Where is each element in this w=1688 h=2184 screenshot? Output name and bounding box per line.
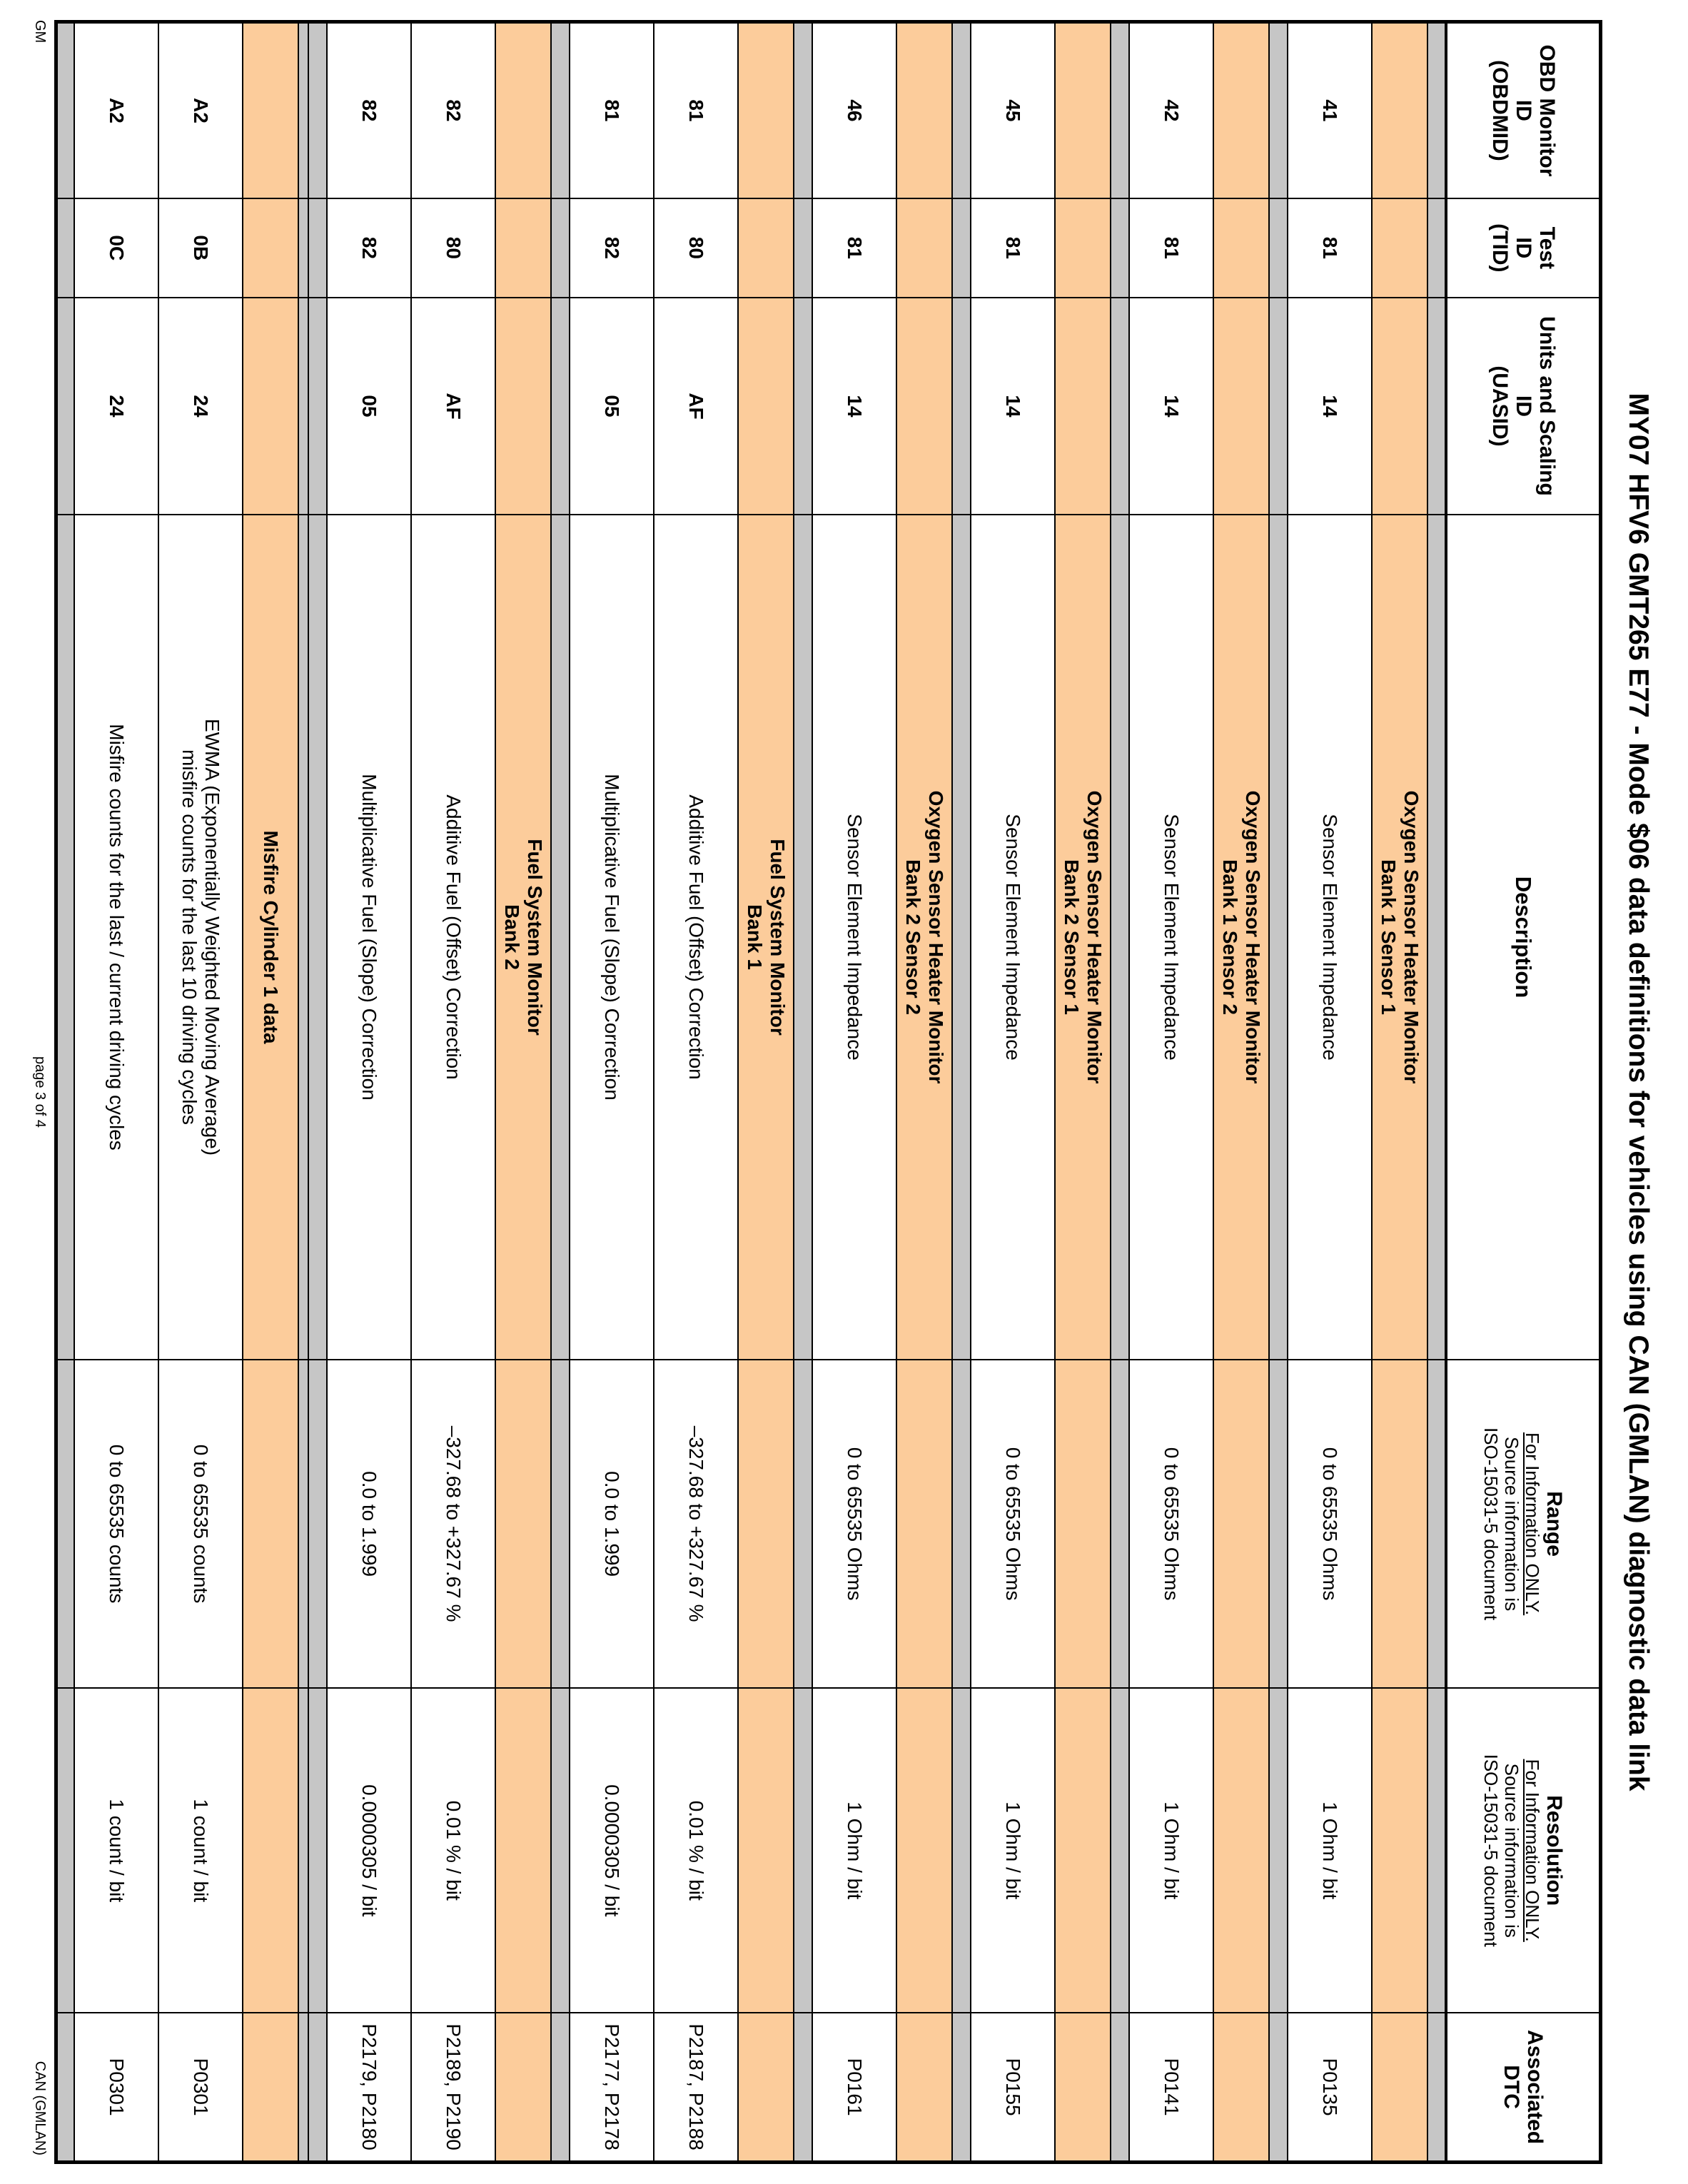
cell-range: 0 to 65535 Ohms xyxy=(813,1360,897,1689)
separator-cell xyxy=(794,1688,813,2013)
section-header-row xyxy=(1214,22,1270,2163)
description-line: Sensor Element Impedance xyxy=(844,814,866,1061)
section-title-line: Oxygen Sensor Heater Monitor xyxy=(925,790,948,1084)
section-empty-cell xyxy=(1056,198,1111,298)
cell-tid: 0B xyxy=(159,198,243,298)
cell-dtc: P0161 xyxy=(813,2013,897,2162)
description-line: Sensor Element Impedance xyxy=(1002,814,1025,1061)
section-title xyxy=(739,515,794,1360)
section-empty-cell xyxy=(243,22,299,198)
description-line: Sensor Element Impedance xyxy=(1319,814,1342,1061)
separator-cell xyxy=(1428,22,1447,198)
header-tid-line1: Test xyxy=(1535,226,1559,270)
separator-cell xyxy=(552,515,570,1360)
section-empty-cell xyxy=(897,22,953,198)
cell-resolution: 1 count / bit xyxy=(75,1688,159,2013)
header-resolution-note1: For Information ONLY. xyxy=(1522,1759,1544,1942)
cell-uasid: 24 xyxy=(75,298,159,515)
cell-dtc: P0135 xyxy=(1288,2013,1373,2162)
section-title xyxy=(496,515,552,1360)
cell-range: –327.68 to +327.67 % xyxy=(412,1360,496,1689)
description-line: Sensor Element Impedance xyxy=(1161,814,1183,1061)
section-empty-cell xyxy=(1373,22,1428,198)
section-empty-cell xyxy=(1373,1360,1428,1689)
section-title-line: Bank 2 xyxy=(501,904,524,970)
header-obdmid-line1: OBD Monitor xyxy=(1535,44,1559,177)
cell-range: 0 to 65535 Ohms xyxy=(971,1360,1056,1689)
cell-dtc: P2187, P2188 xyxy=(655,2013,739,2162)
separator-cell xyxy=(1428,2013,1447,2162)
section-empty-cell xyxy=(739,2013,794,2162)
table-row xyxy=(328,22,412,2163)
section-empty-cell xyxy=(496,198,552,298)
cell-description xyxy=(655,515,739,1360)
separator-cell xyxy=(794,198,813,298)
separator-cell xyxy=(299,515,309,1360)
separator-cell xyxy=(552,198,570,298)
section-title-line: Bank 1 xyxy=(744,904,767,970)
section-header-row xyxy=(243,22,299,2163)
header-tid-line2: ID xyxy=(1511,237,1535,259)
cell-description xyxy=(1288,515,1373,1360)
header-obdmid xyxy=(1447,22,1601,198)
separator-cell xyxy=(1111,198,1130,298)
cell-uasid: AF xyxy=(412,298,496,515)
header-range-note3: ISO-15031-5 document xyxy=(1480,1427,1502,1621)
cell-obdmid: 82 xyxy=(412,22,496,198)
description-line: EWMA (Exponentially Weighted Moving Average) xyxy=(201,718,224,1156)
page-title: MY07 HFV6 GMT265 E77 - Mode $06 data definitions for vehicles using CAN (GMLAN) diagnostic data link xyxy=(1623,393,1654,1791)
cell-description xyxy=(971,515,1056,1360)
cell-range: 0.0 to 1.999 xyxy=(328,1360,412,1689)
table-row xyxy=(159,22,243,2163)
header-range-note2: Source information is xyxy=(1501,1436,1523,1612)
cell-description xyxy=(1130,515,1214,1360)
separator-row xyxy=(953,22,971,2163)
section-empty-cell xyxy=(496,1360,552,1689)
section-empty-cell xyxy=(1214,1688,1270,2013)
separator-cell xyxy=(1111,1360,1130,1689)
section-empty-cell xyxy=(243,298,299,515)
section-empty-cell xyxy=(243,2013,299,2162)
table-row xyxy=(412,22,496,2163)
cell-uasid: 14 xyxy=(1130,298,1214,515)
cell-resolution: 1 Ohm / bit xyxy=(1288,1688,1373,2013)
section-title xyxy=(1373,515,1428,1360)
header-range-note1: For Information ONLY. xyxy=(1522,1432,1544,1616)
description-line: Misfire counts for the last / current driving cycles xyxy=(106,724,128,1151)
separator-cell xyxy=(552,1360,570,1689)
cell-range: 0 to 65535 counts xyxy=(75,1360,159,1689)
section-title xyxy=(1214,515,1270,1360)
separator-cell xyxy=(309,1360,328,1689)
cell-description xyxy=(412,515,496,1360)
cell-tid: 0C xyxy=(75,198,159,298)
cell-range: 0.0 to 1.999 xyxy=(570,1360,655,1689)
section-empty-cell xyxy=(1056,2013,1111,2162)
separator-cell xyxy=(299,1688,309,2013)
section-title-line: Misfire Cylinder 1 data xyxy=(260,830,283,1044)
table-body xyxy=(56,22,1447,2163)
separator-cell xyxy=(953,298,971,515)
cell-resolution: 0.01 % / bit xyxy=(412,1688,496,2013)
cell-uasid: AF xyxy=(655,298,739,515)
section-title-line: Oxygen Sensor Heater Monitor xyxy=(1242,790,1265,1084)
cell-dtc: P0301 xyxy=(159,2013,243,2162)
cell-description xyxy=(570,515,655,1360)
mode06-definitions-table xyxy=(54,20,1602,2164)
cell-resolution: 0.01 % / bit xyxy=(655,1688,739,2013)
separator-cell xyxy=(56,22,75,198)
separator-cell xyxy=(1111,2013,1130,2162)
section-empty-cell xyxy=(739,1688,794,2013)
cell-dtc: P2179, P2180 xyxy=(328,2013,412,2162)
cell-dtc: P2177, P2178 xyxy=(570,2013,655,2162)
separator-cell xyxy=(1270,22,1288,198)
section-empty-cell xyxy=(897,198,953,298)
table-row xyxy=(971,22,1056,2163)
cell-obdmid: 42 xyxy=(1130,22,1214,198)
section-empty-cell xyxy=(496,298,552,515)
separator-cell xyxy=(552,298,570,515)
cell-obdmid: A2 xyxy=(159,22,243,198)
separator-cell xyxy=(1111,1688,1130,2013)
cell-tid: 81 xyxy=(1288,198,1373,298)
section-header-row xyxy=(1056,22,1111,2163)
section-header-row xyxy=(1373,22,1428,2163)
footer-left: GM xyxy=(32,20,48,44)
separator-cell xyxy=(1111,298,1130,515)
cell-dtc: P0141 xyxy=(1130,2013,1214,2162)
separator-cell xyxy=(1428,515,1447,1360)
description-line: Multiplicative Fuel (Slope) Correction xyxy=(358,774,381,1101)
cell-resolution: 0.0000305 / bit xyxy=(328,1688,412,2013)
section-title-line: Bank 2 Sensor 2 xyxy=(902,859,925,1015)
header-obdmid-line2: ID xyxy=(1511,99,1535,121)
cell-obdmid: 41 xyxy=(1288,22,1373,198)
separator-cell xyxy=(1111,22,1130,198)
section-empty-cell xyxy=(739,298,794,515)
separator-cell xyxy=(1270,1360,1288,1689)
section-title-line: Bank 1 Sensor 1 xyxy=(1378,859,1400,1015)
header-uasid xyxy=(1447,298,1601,515)
separator-cell xyxy=(1270,515,1288,1360)
separator-cell xyxy=(56,1360,75,1689)
separator-cell xyxy=(1270,198,1288,298)
separator-row xyxy=(56,22,75,2163)
cell-resolution: 0.0000305 / bit xyxy=(570,1688,655,2013)
separator-cell xyxy=(56,1688,75,2013)
section-empty-cell xyxy=(1056,1360,1111,1689)
separator-cell xyxy=(552,22,570,198)
separator-cell xyxy=(794,515,813,1360)
cell-dtc: P0301 xyxy=(75,2013,159,2162)
section-empty-cell xyxy=(739,22,794,198)
section-empty-cell xyxy=(1214,22,1270,198)
section-empty-cell xyxy=(1214,2013,1270,2162)
separator-cell xyxy=(309,198,328,298)
separator-cell xyxy=(1428,1360,1447,1689)
separator-cell xyxy=(56,515,75,1360)
section-empty-cell xyxy=(1373,1688,1428,2013)
section-empty-cell xyxy=(739,198,794,298)
cell-description xyxy=(75,515,159,1360)
footer-page-number: page 3 of 4 xyxy=(32,1056,48,1128)
separator-cell xyxy=(1428,298,1447,515)
cell-uasid: 14 xyxy=(971,298,1056,515)
separator-cell xyxy=(56,2013,75,2162)
cell-tid: 80 xyxy=(655,198,739,298)
header-row xyxy=(1447,22,1601,2163)
separator-cell xyxy=(299,2013,309,2162)
cell-range: –327.68 to +327.67 % xyxy=(655,1360,739,1689)
cell-resolution: 1 Ohm / bit xyxy=(971,1688,1056,2013)
separator-cell xyxy=(309,2013,328,2162)
table-row xyxy=(655,22,739,2163)
separator-cell xyxy=(1270,298,1288,515)
cell-obdmid: 81 xyxy=(570,22,655,198)
cell-uasid: 24 xyxy=(159,298,243,515)
separator-row xyxy=(552,22,570,2163)
cell-tid: 81 xyxy=(971,198,1056,298)
cell-uasid: 14 xyxy=(813,298,897,515)
cell-dtc: P0155 xyxy=(971,2013,1056,2162)
separator-cell xyxy=(953,1688,971,2013)
section-header-row xyxy=(739,22,794,2163)
cell-dtc: P2189, P2190 xyxy=(412,2013,496,2162)
description-line: Multiplicative Fuel (Slope) Correction xyxy=(601,774,624,1101)
header-resolution xyxy=(1447,1688,1601,2013)
separator-cell xyxy=(299,22,309,198)
cell-tid: 82 xyxy=(570,198,655,298)
section-empty-cell xyxy=(1373,198,1428,298)
header-tid-line3: (TID) xyxy=(1487,223,1512,273)
separator-cell xyxy=(953,22,971,198)
section-header-row xyxy=(496,22,552,2163)
separator-cell xyxy=(309,22,328,198)
section-empty-cell xyxy=(897,2013,953,2162)
table-row xyxy=(75,22,159,2163)
section-title-line: Fuel System Monitor xyxy=(767,839,789,1036)
section-empty-cell xyxy=(496,1688,552,2013)
separator-cell xyxy=(794,1360,813,1689)
separator-cell xyxy=(1270,1688,1288,2013)
section-empty-cell xyxy=(243,1360,299,1689)
cell-obdmid: 45 xyxy=(971,22,1056,198)
description-line: misfire counts for the last 10 driving cycles xyxy=(178,749,201,1126)
header-range-title: Range xyxy=(1542,1491,1567,1557)
separator-row xyxy=(309,22,328,2163)
separator-cell xyxy=(1428,1688,1447,2013)
cell-tid: 82 xyxy=(328,198,412,298)
section-empty-cell xyxy=(1373,2013,1428,2162)
section-title-line: Oxygen Sensor Heater Monitor xyxy=(1083,790,1106,1084)
separator-cell xyxy=(309,298,328,515)
section-empty-cell xyxy=(496,2013,552,2162)
cell-range: 0 to 65535 counts xyxy=(159,1360,243,1689)
table-row xyxy=(1130,22,1214,2163)
cell-uasid: 05 xyxy=(328,298,412,515)
separator-row xyxy=(299,22,309,2163)
section-empty-cell xyxy=(1214,298,1270,515)
separator-cell xyxy=(56,298,75,515)
section-title-line: Oxygen Sensor Heater Monitor xyxy=(1400,790,1423,1084)
table-row xyxy=(1288,22,1373,2163)
section-empty-cell xyxy=(739,1360,794,1689)
separator-cell xyxy=(794,2013,813,2162)
description-line: Additive Fuel (Offset) Correction xyxy=(685,794,708,1080)
cell-description xyxy=(328,515,412,1360)
cell-tid: 81 xyxy=(1130,198,1214,298)
cell-obdmid: A2 xyxy=(75,22,159,198)
section-empty-cell xyxy=(897,1688,953,2013)
cell-uasid: 14 xyxy=(1288,298,1373,515)
section-title xyxy=(243,515,299,1360)
section-title-line: Bank 1 Sensor 2 xyxy=(1219,859,1242,1015)
header-resolution-note3: ISO-15031-5 document xyxy=(1480,1754,1502,1947)
header-resolution-note2: Source information is xyxy=(1501,1763,1523,1938)
separator-cell xyxy=(953,198,971,298)
section-empty-cell xyxy=(243,1688,299,2013)
cell-uasid: 05 xyxy=(570,298,655,515)
table-row xyxy=(570,22,655,2163)
header-associated-dtc: Associated DTC xyxy=(1447,2013,1601,2162)
cell-obdmid: 81 xyxy=(655,22,739,198)
cell-obdmid: 82 xyxy=(328,22,412,198)
cell-resolution: 1 Ohm / bit xyxy=(813,1688,897,2013)
separator-cell xyxy=(1270,2013,1288,2162)
separator-row xyxy=(794,22,813,2163)
header-range xyxy=(1447,1360,1601,1689)
separator-cell xyxy=(1111,515,1130,1360)
separator-row xyxy=(1428,22,1447,2163)
separator-cell xyxy=(953,2013,971,2162)
section-empty-cell xyxy=(1056,1688,1111,2013)
header-obdmid-line3: (OBDMID) xyxy=(1487,60,1512,161)
separator-cell xyxy=(299,1360,309,1689)
separator-row xyxy=(1270,22,1288,2163)
separator-cell xyxy=(953,515,971,1360)
section-empty-cell xyxy=(1056,22,1111,198)
separator-cell xyxy=(794,22,813,198)
header-uasid-line1: Units and Scaling xyxy=(1535,316,1559,496)
section-empty-cell xyxy=(1214,1360,1270,1689)
header-resolution-title: Resolution xyxy=(1542,1795,1567,1906)
cell-range: 0 to 65535 Ohms xyxy=(1288,1360,1373,1689)
section-empty-cell xyxy=(496,22,552,198)
separator-cell xyxy=(56,198,75,298)
section-empty-cell xyxy=(897,298,953,515)
section-empty-cell xyxy=(1214,198,1270,298)
separator-cell xyxy=(309,515,328,1360)
section-empty-cell xyxy=(1056,298,1111,515)
cell-resolution: 1 count / bit xyxy=(159,1688,243,2013)
header-tid xyxy=(1447,198,1601,298)
section-title-line: Fuel System Monitor xyxy=(524,839,547,1036)
section-empty-cell xyxy=(243,198,299,298)
separator-cell xyxy=(953,1360,971,1689)
footer-right: CAN (GMLAN) xyxy=(32,2061,48,2155)
header-uasid-line3: (UASID) xyxy=(1487,365,1512,447)
separator-cell xyxy=(552,2013,570,2162)
cell-range: 0 to 65535 Ohms xyxy=(1130,1360,1214,1689)
header-uasid-line2: ID xyxy=(1511,395,1535,417)
cell-description xyxy=(159,515,243,1360)
cell-resolution: 1 Ohm / bit xyxy=(1130,1688,1214,2013)
separator-row xyxy=(1111,22,1130,2163)
separator-cell xyxy=(299,198,309,298)
separator-cell xyxy=(299,298,309,515)
section-empty-cell xyxy=(897,1360,953,1689)
section-title xyxy=(1056,515,1111,1360)
section-empty-cell xyxy=(1373,298,1428,515)
separator-cell xyxy=(552,1688,570,2013)
section-title-line: Bank 2 Sensor 1 xyxy=(1061,859,1083,1015)
cell-tid: 81 xyxy=(813,198,897,298)
separator-cell xyxy=(794,298,813,515)
cell-tid: 80 xyxy=(412,198,496,298)
separator-cell xyxy=(309,1688,328,2013)
section-title xyxy=(897,515,953,1360)
cell-description xyxy=(813,515,897,1360)
cell-obdmid: 46 xyxy=(813,22,897,198)
header-description: Description xyxy=(1447,515,1601,1360)
section-header-row xyxy=(897,22,953,2163)
description-line: Additive Fuel (Offset) Correction xyxy=(443,794,465,1080)
table-row xyxy=(813,22,897,2163)
separator-cell xyxy=(1428,198,1447,298)
